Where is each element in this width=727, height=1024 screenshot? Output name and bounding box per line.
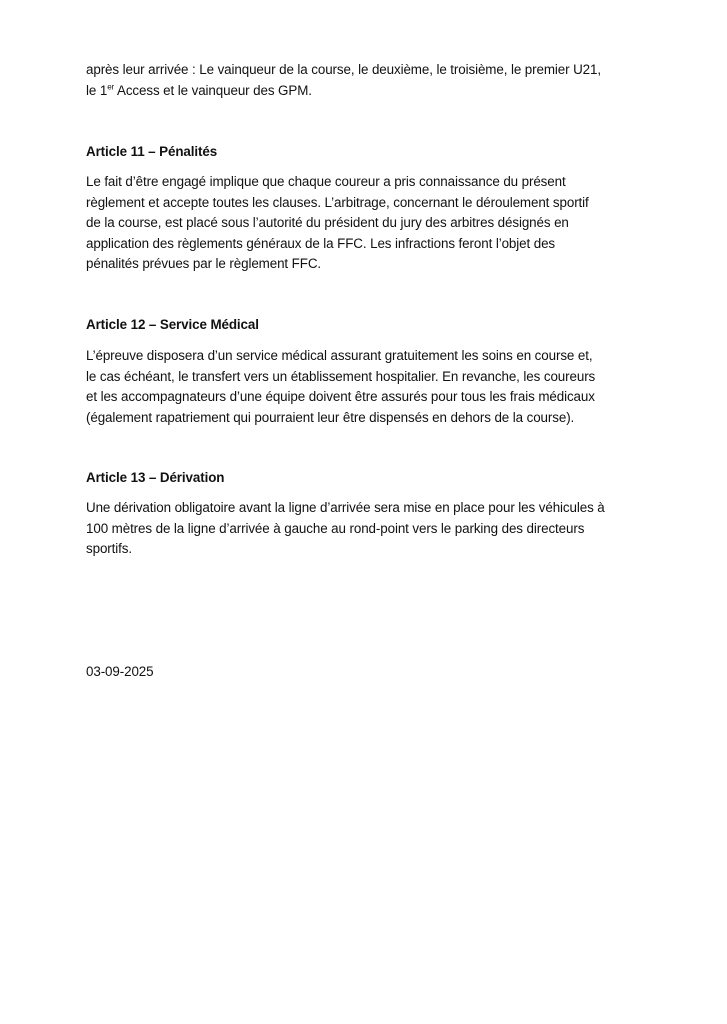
- text-line: (également rapatriement qui pourraient leur être dispensés en dehors de la course).: [86, 409, 575, 425]
- text-line: Le fait d’être engagé implique que chaque coureur a pris connaissance du présent: [86, 174, 566, 189]
- text-line: L’épreuve disposera d’un service médical assurant gratuitement les soins en course et,: [86, 348, 593, 363]
- text-line: 100 mètres de la ligne d’arrivée à gauche au rond-point vers le parking des directeurs: [86, 520, 585, 536]
- article-11-heading: Article 11 – Pénalités: [86, 144, 218, 159]
- text-line: après leur arrivée : Le vainqueur de la course, le deuxième, le troisième, le premier U21,: [86, 62, 601, 77]
- ordinal-superscript: er: [107, 82, 115, 92]
- text-fragment: le 1: [86, 82, 108, 98]
- document-date: 03-09-2025: [86, 664, 154, 679]
- article-12-heading: Article 12 – Service Médical: [86, 317, 259, 332]
- text-fragment: Access et le vainqueur des GPM.: [114, 82, 312, 98]
- article-11-body: [86, 172, 686, 275]
- text-line: de la course, est placé sous l’autorité du président du jury des arbitres désignés en: [86, 215, 569, 231]
- article-13-heading: Article 13 – Dérivation: [86, 470, 225, 485]
- text-line: règlement et accepte toutes les clauses. L’arbitrage, concernant le déroulement sportif: [86, 194, 589, 210]
- text-line: et les accompagnateurs d’une équipe doivent être assurés pour tous les frais médicaux: [86, 389, 595, 405]
- text-line: application des règlements généraux de la FFC. Les infractions feront l’objet des: [86, 235, 556, 251]
- article-13-body: [86, 498, 686, 560]
- text-line: le cas échéant, le transfert vers un établissement hospitalier. En revanche, les coureurs: [86, 368, 596, 384]
- intro-paragraph: [86, 60, 686, 101]
- text-line: Une dérivation obligatoire avant la ligne d’arrivée sera mise en place pour les véhicules à: [86, 500, 605, 515]
- article-12-body: [86, 346, 686, 428]
- text-line: sportifs.: [86, 541, 132, 557]
- text-line: pénalités prévues par le règlement FFC.: [86, 256, 322, 272]
- text-line: [86, 81, 686, 102]
